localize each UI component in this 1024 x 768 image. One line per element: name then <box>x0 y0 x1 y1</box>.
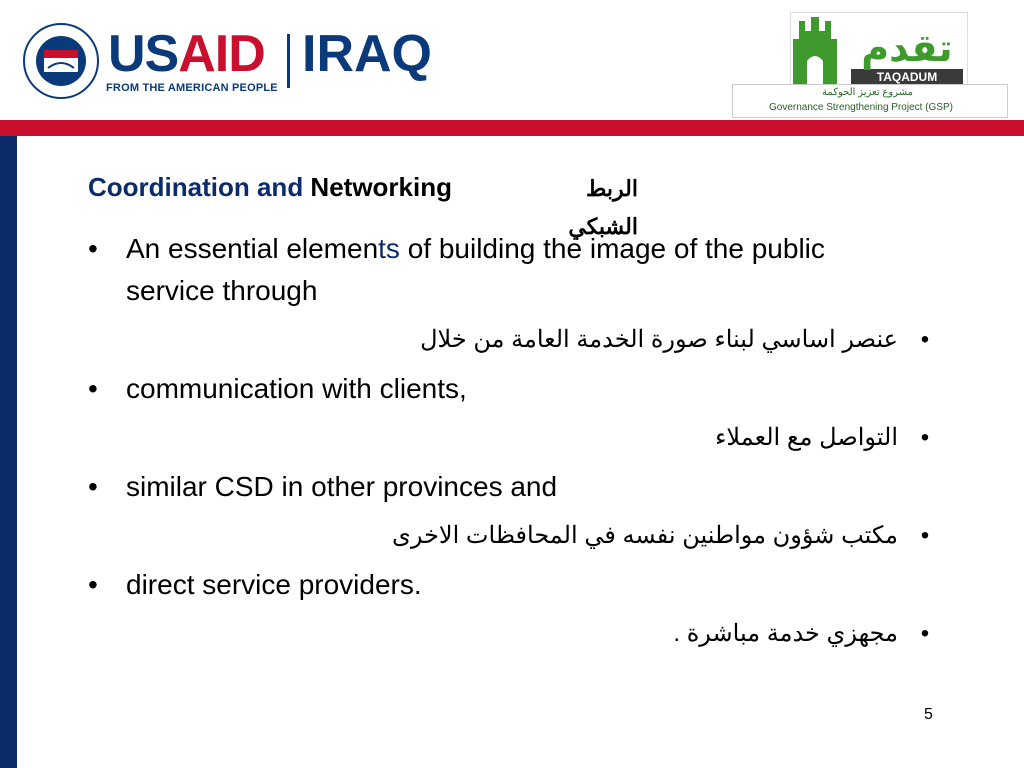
bullet-text: communication with clients, <box>126 373 467 404</box>
bullet-text-part: of building the image of the public service through <box>126 233 825 306</box>
page-number: 5 <box>924 706 933 723</box>
taqadum-arabic-logo: تقدم <box>861 26 953 70</box>
bullet-dot: • <box>920 620 930 647</box>
bullet-text-part: An essential elemen <box>126 233 379 264</box>
taqadum-logo-box <box>790 12 968 88</box>
bullet-dot: • <box>88 373 98 404</box>
bullet-text: similar CSD in other provinces and <box>126 471 558 502</box>
taqadum-logo <box>732 10 1010 120</box>
bullet-text: عنصر اساسي لبناء صورة الخدمة العامة من خلال <box>420 326 898 353</box>
slide-title <box>88 172 452 203</box>
gsp-english-subtitle: Governance Strengthening Project (GSP) <box>769 102 953 113</box>
title-arabic: الربط الشبكي <box>568 176 638 239</box>
bullet-dot: • <box>920 522 930 549</box>
taqadum-name: TAQADUM <box>876 70 938 84</box>
bullet-text: direct service providers. <box>126 569 422 600</box>
logo-divider <box>287 34 290 88</box>
bullet-dot: • <box>88 471 98 502</box>
usaid-wordmark <box>108 25 265 83</box>
bullet-dot: • <box>920 326 930 353</box>
bullet-text-part: ts <box>378 233 400 264</box>
title-part2: Networking <box>310 172 452 202</box>
header-red-band <box>0 120 1024 136</box>
usaid-us-text: US <box>108 25 179 83</box>
bullet-dot: • <box>88 569 98 600</box>
title-part1: Coordination and <box>88 172 311 202</box>
bullet-dot: • <box>920 424 930 451</box>
gsp-subtitle-box <box>732 84 1008 118</box>
usaid-tagline: FROM THE AMERICAN PEOPLE <box>106 82 278 94</box>
bullet-text: مجهزي خدمة مباشرة . <box>673 620 898 647</box>
bullet-dot: • <box>88 233 98 264</box>
usaid-iraq-logo <box>22 22 442 100</box>
usaid-country-text: IRAQ <box>302 25 432 83</box>
bullet-text <box>126 228 896 312</box>
bullet-text: مكتب شؤون مواطنين نفسه في المحافظات الاخرى <box>392 522 898 549</box>
bullet-text: التواصل مع العملاء <box>715 424 898 451</box>
gsp-arabic-subtitle: مشروع تعزيز الحوكمة <box>822 87 913 98</box>
left-navy-bar <box>0 136 17 768</box>
usaid-aid-text: AID <box>178 25 265 83</box>
taqadum-building-icon <box>791 13 967 87</box>
usaid-seal-icon <box>22 22 100 100</box>
